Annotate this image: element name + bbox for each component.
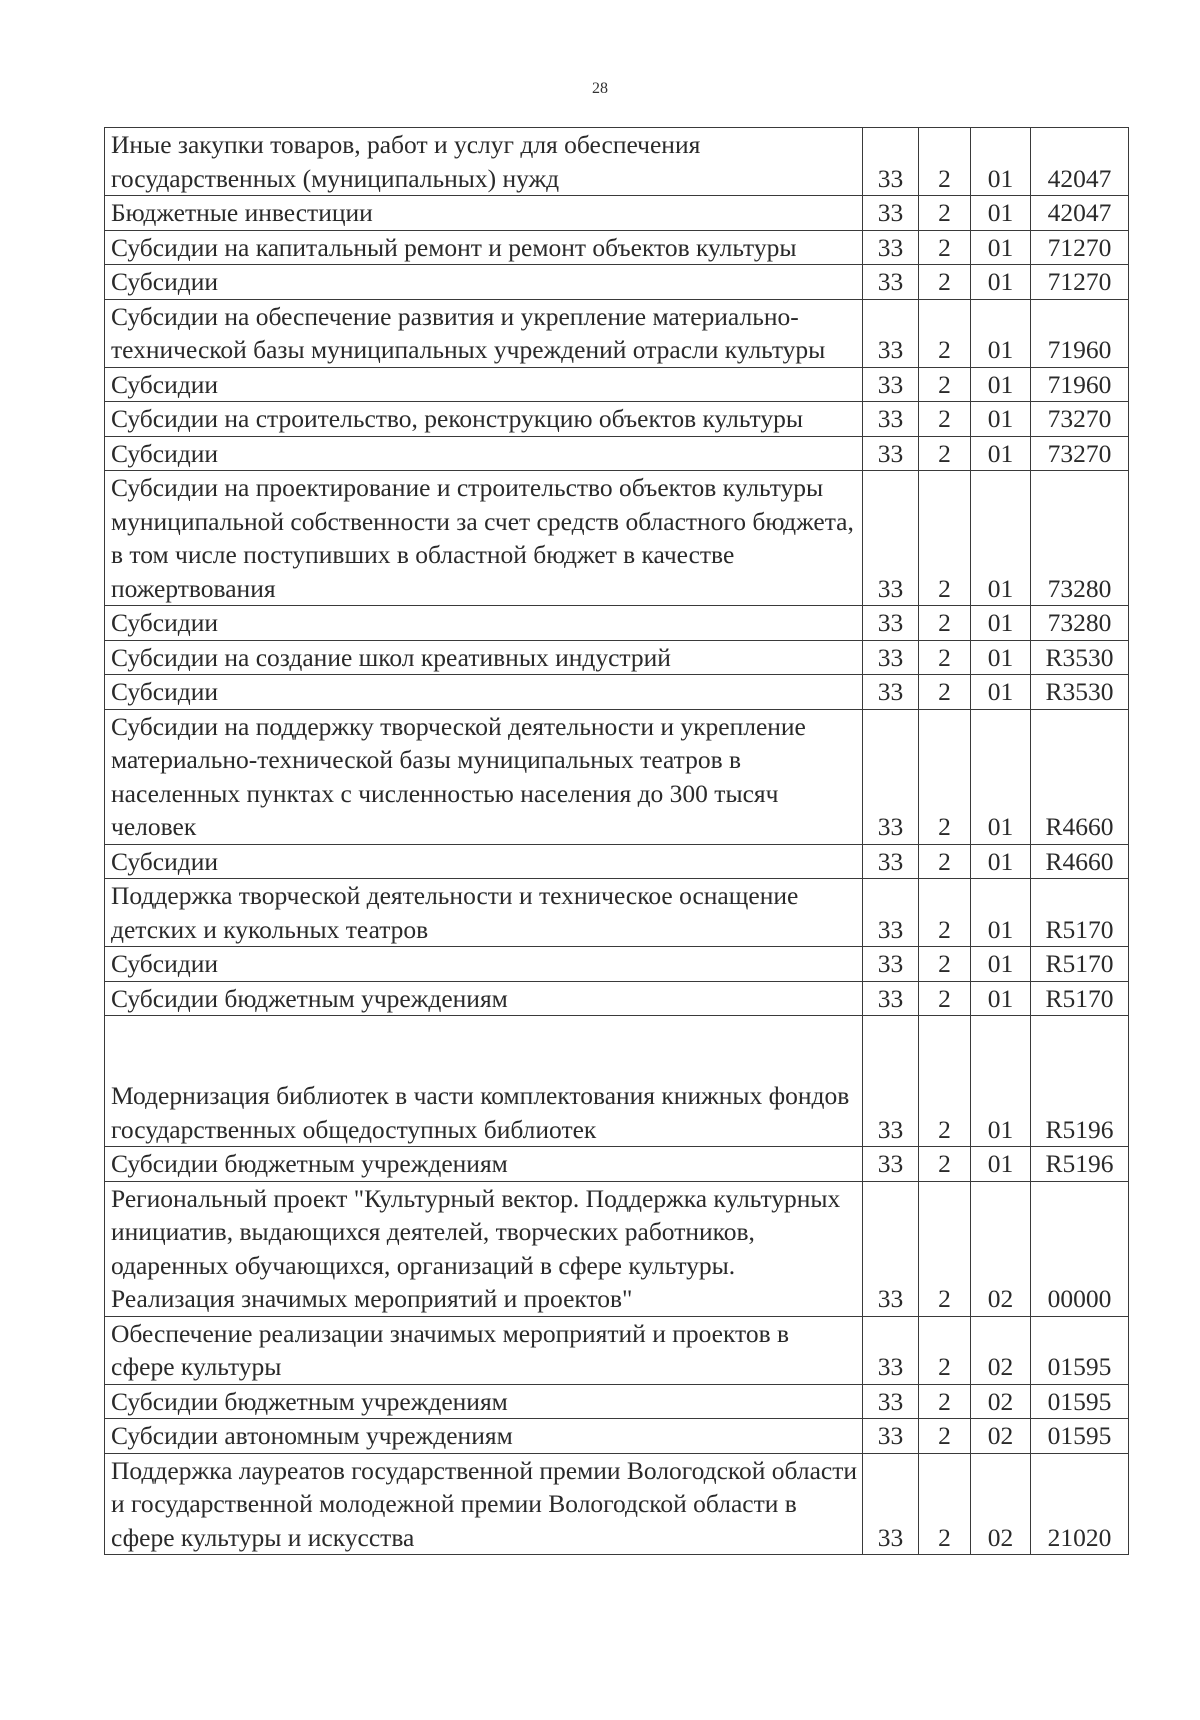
row-name: Поддержка творческой деятельности и техническое оснащение детских и кукольных театров xyxy=(105,879,863,947)
code-item: 01595 xyxy=(1031,1384,1129,1419)
code-section: 33 xyxy=(863,606,919,641)
code-item: 73280 xyxy=(1031,606,1129,641)
code-group: 01 xyxy=(971,709,1031,844)
code-subsection: 2 xyxy=(919,1316,971,1384)
row-name: Иные закупки товаров, работ и услуг для обеспечения государственных (муниципальных) нужд xyxy=(105,128,863,196)
code-group: 01 xyxy=(971,844,1031,879)
code-subsection: 2 xyxy=(919,230,971,265)
row-name: Субсидии автономным учреждениям xyxy=(105,1419,863,1454)
code-section: 33 xyxy=(863,675,919,710)
code-group: 01 xyxy=(971,879,1031,947)
code-section: 33 xyxy=(863,196,919,231)
code-group: 01 xyxy=(971,1147,1031,1182)
table-row xyxy=(105,265,1129,300)
code-item: R5170 xyxy=(1031,879,1129,947)
code-group: 02 xyxy=(971,1384,1031,1419)
code-item: 00000 xyxy=(1031,1181,1129,1316)
table-row xyxy=(105,606,1129,641)
code-subsection: 2 xyxy=(919,640,971,675)
code-group: 01 xyxy=(971,1016,1031,1147)
table-row xyxy=(105,879,1129,947)
code-item: R5170 xyxy=(1031,981,1129,1016)
code-section: 33 xyxy=(863,436,919,471)
code-section: 33 xyxy=(863,1453,919,1555)
code-subsection: 2 xyxy=(919,709,971,844)
code-group: 02 xyxy=(971,1453,1031,1555)
code-group: 01 xyxy=(971,471,1031,606)
code-group: 01 xyxy=(971,196,1031,231)
code-item: R5170 xyxy=(1031,947,1129,982)
code-subsection: 2 xyxy=(919,367,971,402)
code-item: 71960 xyxy=(1031,367,1129,402)
code-subsection: 2 xyxy=(919,981,971,1016)
code-section: 33 xyxy=(863,1419,919,1454)
row-name: Субсидии xyxy=(105,844,863,879)
code-item: 71270 xyxy=(1031,265,1129,300)
code-section: 33 xyxy=(863,947,919,982)
code-subsection: 2 xyxy=(919,128,971,196)
row-name: Поддержка лауреатов государственной премии Вологодской области и государственной молодежной премии Вологодской области в сфере культуры и искусства xyxy=(105,1453,863,1555)
table-row xyxy=(105,709,1129,844)
row-name: Субсидии на поддержку творческой деятельности и укрепление материально-технической базы муниципальных театров в населенных пунктах с численностью населения до 300 тысяч человек xyxy=(105,709,863,844)
table-row xyxy=(105,1419,1129,1454)
code-item: 73280 xyxy=(1031,471,1129,606)
table-row xyxy=(105,367,1129,402)
row-name: Субсидии xyxy=(105,947,863,982)
row-name: Субсидии xyxy=(105,606,863,641)
code-subsection: 2 xyxy=(919,265,971,300)
code-subsection: 2 xyxy=(919,196,971,231)
row-name: Субсидии на создание школ креативных индустрий xyxy=(105,640,863,675)
code-group: 01 xyxy=(971,402,1031,437)
code-section: 33 xyxy=(863,640,919,675)
row-name: Субсидии xyxy=(105,436,863,471)
table-row xyxy=(105,230,1129,265)
code-section: 33 xyxy=(863,1016,919,1147)
code-subsection: 2 xyxy=(919,436,971,471)
code-group: 01 xyxy=(971,947,1031,982)
code-section: 33 xyxy=(863,230,919,265)
table-row xyxy=(105,675,1129,710)
code-section: 33 xyxy=(863,402,919,437)
code-item: R3530 xyxy=(1031,675,1129,710)
page-number: 28 xyxy=(592,80,608,97)
code-group: 02 xyxy=(971,1316,1031,1384)
code-section: 33 xyxy=(863,981,919,1016)
code-item: 71960 xyxy=(1031,299,1129,367)
code-subsection: 2 xyxy=(919,606,971,641)
row-name: Субсидии на строительство, реконструкцию объектов культуры xyxy=(105,402,863,437)
table-row xyxy=(105,1181,1129,1316)
row-name: Субсидии на капитальный ремонт и ремонт объектов культуры xyxy=(105,230,863,265)
row-name: Субсидии на обеспечение развития и укрепление материально-технической базы муниципальных учреждений отрасли культуры xyxy=(105,299,863,367)
table-row xyxy=(105,1384,1129,1419)
code-subsection: 2 xyxy=(919,1147,971,1182)
code-group: 02 xyxy=(971,1419,1031,1454)
code-section: 33 xyxy=(863,844,919,879)
code-subsection: 2 xyxy=(919,471,971,606)
table-row xyxy=(105,844,1129,879)
table-row xyxy=(105,1016,1129,1147)
code-group: 01 xyxy=(971,436,1031,471)
table-row xyxy=(105,402,1129,437)
row-name: Субсидии бюджетным учреждениям xyxy=(105,981,863,1016)
row-name: Субсидии xyxy=(105,367,863,402)
table-row xyxy=(105,981,1129,1016)
code-item: 42047 xyxy=(1031,128,1129,196)
code-group: 01 xyxy=(971,265,1031,300)
code-item: 01595 xyxy=(1031,1316,1129,1384)
code-item: R5196 xyxy=(1031,1016,1129,1147)
table-row xyxy=(105,196,1129,231)
table-row xyxy=(105,436,1129,471)
table-body xyxy=(105,128,1129,1555)
table-row xyxy=(105,1147,1129,1182)
row-name: Бюджетные инвестиции xyxy=(105,196,863,231)
code-subsection: 2 xyxy=(919,844,971,879)
code-item: 21020 xyxy=(1031,1453,1129,1555)
table-row xyxy=(105,471,1129,606)
code-section: 33 xyxy=(863,1181,919,1316)
code-section: 33 xyxy=(863,1316,919,1384)
row-name: Субсидии на проектирование и строительство объектов культуры муниципальной собственности за счет средств областного бюджета, в том числе поступивших в областной бюджет в качестве пожертвования xyxy=(105,471,863,606)
code-subsection: 2 xyxy=(919,947,971,982)
code-item: R5196 xyxy=(1031,1147,1129,1182)
code-section: 33 xyxy=(863,1384,919,1419)
code-section: 33 xyxy=(863,471,919,606)
row-name: Модернизация библиотек в части комплектования книжных фондов государственных общедоступных библиотек xyxy=(105,1016,863,1147)
code-item: 73270 xyxy=(1031,402,1129,437)
code-subsection: 2 xyxy=(919,1384,971,1419)
budget-classification-table xyxy=(104,127,1129,1555)
table-row xyxy=(105,128,1129,196)
row-name: Субсидии бюджетным учреждениям xyxy=(105,1147,863,1182)
code-item: 71270 xyxy=(1031,230,1129,265)
code-subsection: 2 xyxy=(919,879,971,947)
table-row xyxy=(105,640,1129,675)
code-group: 01 xyxy=(971,299,1031,367)
row-name: Субсидии бюджетным учреждениям xyxy=(105,1384,863,1419)
code-group: 01 xyxy=(971,128,1031,196)
code-subsection: 2 xyxy=(919,299,971,367)
table-row xyxy=(105,299,1129,367)
code-group: 01 xyxy=(971,606,1031,641)
row-name: Субсидии xyxy=(105,675,863,710)
code-subsection: 2 xyxy=(919,675,971,710)
code-item: R4660 xyxy=(1031,844,1129,879)
code-subsection: 2 xyxy=(919,1181,971,1316)
code-subsection: 2 xyxy=(919,1453,971,1555)
code-item: R4660 xyxy=(1031,709,1129,844)
code-section: 33 xyxy=(863,709,919,844)
code-section: 33 xyxy=(863,1147,919,1182)
code-section: 33 xyxy=(863,299,919,367)
row-name: Обеспечение реализации значимых мероприятий и проектов в сфере культуры xyxy=(105,1316,863,1384)
code-section: 33 xyxy=(863,265,919,300)
code-group: 01 xyxy=(971,981,1031,1016)
table-row xyxy=(105,947,1129,982)
row-name: Субсидии xyxy=(105,265,863,300)
code-section: 33 xyxy=(863,367,919,402)
code-item: 73270 xyxy=(1031,436,1129,471)
code-item: 01595 xyxy=(1031,1419,1129,1454)
code-group: 01 xyxy=(971,230,1031,265)
code-item: 42047 xyxy=(1031,196,1129,231)
code-section: 33 xyxy=(863,128,919,196)
code-item: R3530 xyxy=(1031,640,1129,675)
table-row xyxy=(105,1453,1129,1555)
code-subsection: 2 xyxy=(919,402,971,437)
code-subsection: 2 xyxy=(919,1016,971,1147)
code-group: 02 xyxy=(971,1181,1031,1316)
code-section: 33 xyxy=(863,879,919,947)
table-row xyxy=(105,1316,1129,1384)
code-group: 01 xyxy=(971,640,1031,675)
code-group: 01 xyxy=(971,367,1031,402)
code-group: 01 xyxy=(971,675,1031,710)
code-subsection: 2 xyxy=(919,1419,971,1454)
row-name: Региональный проект "Культурный вектор. Поддержка культурных инициатив, выдающихся деятелей, творческих работников, одаренных обучающихся, организаций в сфере культуры. Реализация значимых мероприятий и проектов" xyxy=(105,1181,863,1316)
